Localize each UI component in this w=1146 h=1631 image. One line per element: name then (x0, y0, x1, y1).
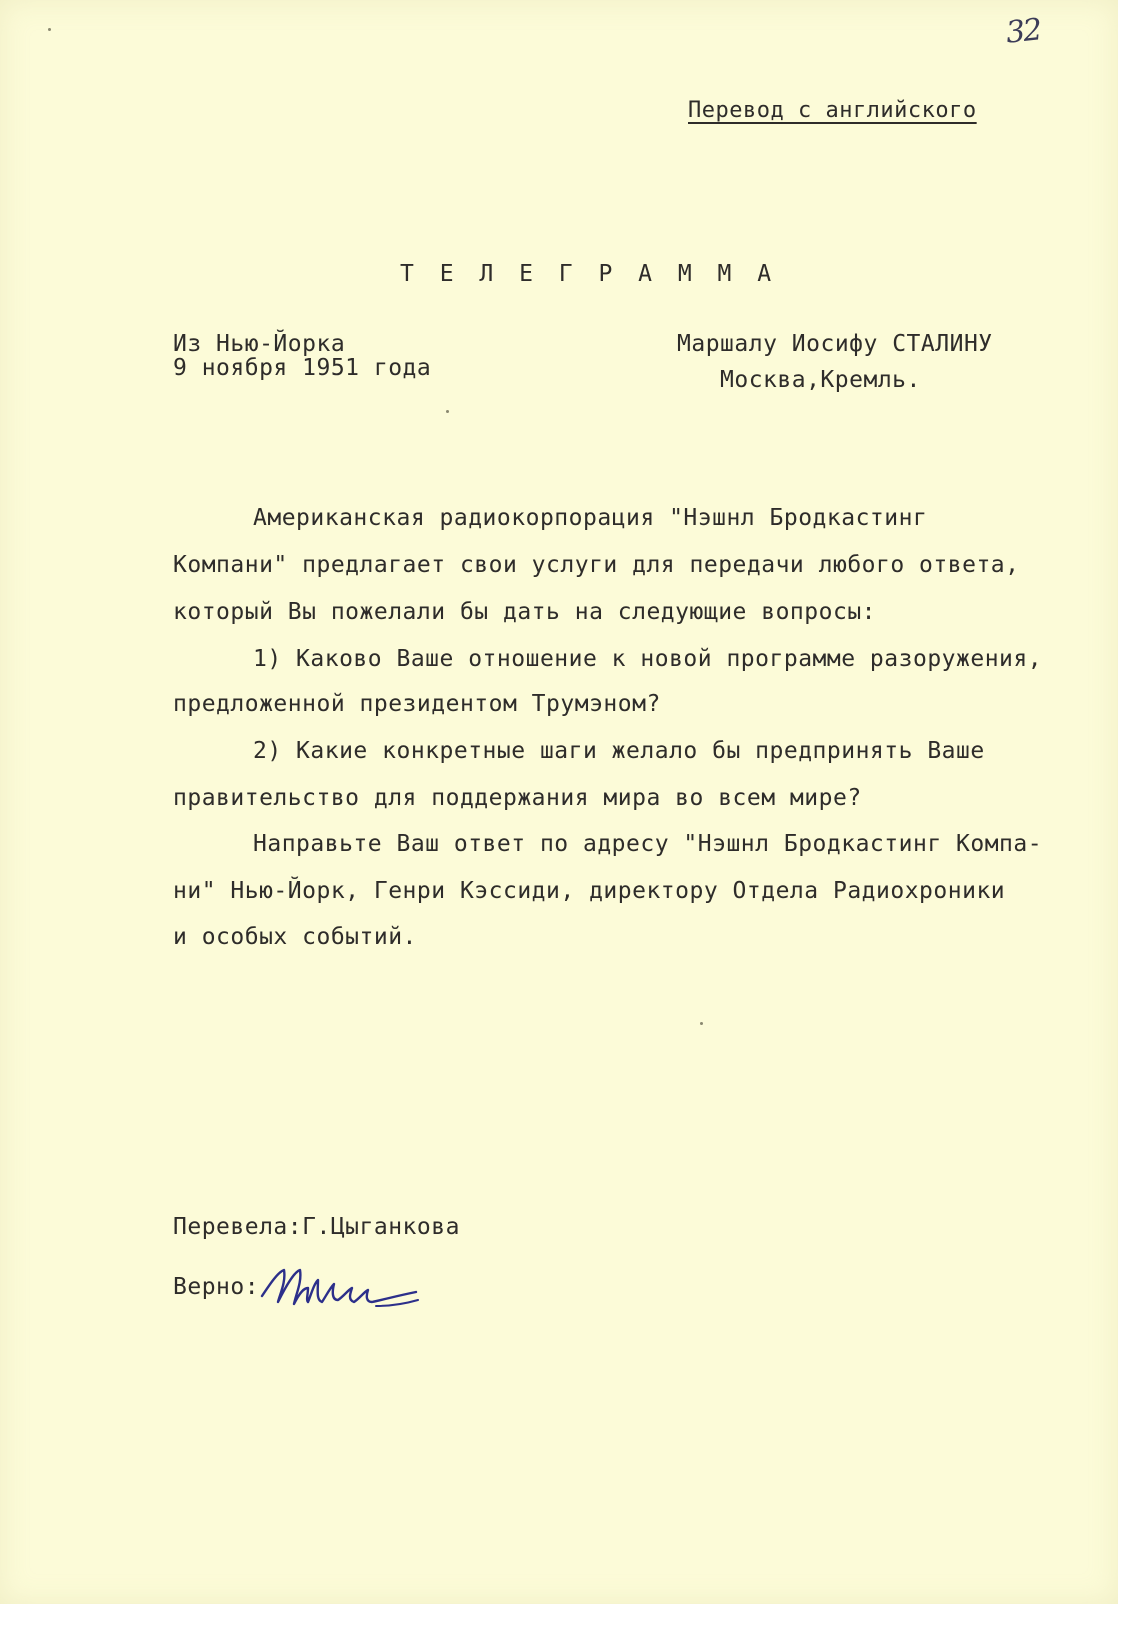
document-title: Т Е Л Е Г Р А М М А (400, 261, 778, 287)
body-line: который Вы пожелали бы дать на следующие вопросы: (173, 599, 877, 625)
sender-date: 9 ноября 1951 года (173, 355, 432, 381)
body-line: 1) Каково Ваше отношение к новой программе разоружения, (253, 646, 1043, 672)
paper-speck (700, 1022, 703, 1025)
translator-line: Перевела:Г.Цыганкова (173, 1214, 460, 1240)
recipient-name: Маршалу Иосифу СТАЛИНУ (677, 331, 993, 357)
paper-speck (446, 410, 449, 413)
recipient-place: Москва,Кремль. (720, 367, 921, 393)
body-line: предложенной президентом Трумэном? (173, 691, 661, 717)
handwritten-signature (256, 1262, 424, 1320)
body-line: и особых событий. (173, 924, 417, 950)
archive-page-number: 32 (1004, 12, 1042, 51)
body-line: 2) Какие конкретные шаги желало бы предпринять Ваше (253, 738, 985, 764)
translation-note: Перевод с английского (688, 98, 977, 123)
body-line: Компани" предлагает свои услуги для передачи любого ответа, (173, 552, 1020, 578)
body-line: ни" Нью-Йорк, Генри Кэссиди, директору Отдела Радиохроники (173, 878, 1006, 904)
verified-label: Верно: (173, 1274, 260, 1300)
body-line: Американская радиокорпорация "Нэшнл Бродкастинг (253, 505, 928, 531)
body-line: Направьте Ваш ответ по адресу "Нэшнл Бродкастинг Компа- (253, 831, 1043, 857)
body-line: правительство для поддержания мира во всем мире? (173, 785, 862, 811)
paper-speck (48, 28, 51, 31)
sender-place: Из Нью-Йорка (173, 331, 346, 357)
